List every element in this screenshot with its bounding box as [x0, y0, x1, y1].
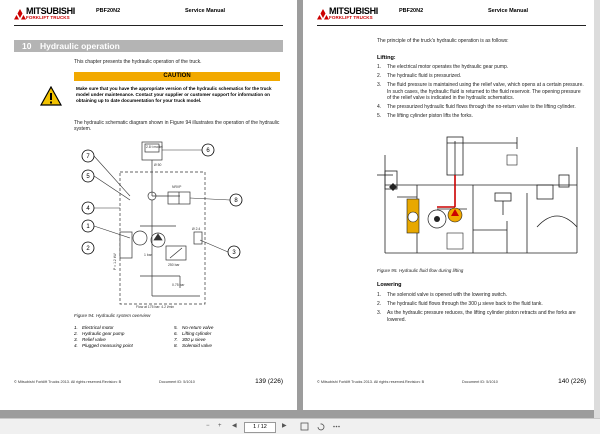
footer-revision: Revision: B: [102, 380, 122, 384]
lifting-heading: Lifting:: [377, 55, 396, 61]
callout-8: 8: [234, 198, 238, 204]
label-250bar: 250 bar: [168, 263, 180, 267]
legend-list: [74, 325, 284, 349]
label-d50: Ø 50: [154, 163, 162, 167]
rotate-icon[interactable]: [316, 422, 325, 431]
page-number-input[interactable]: 1 / 12: [244, 422, 276, 433]
page-header: [0, 0, 297, 34]
list-item: 1. The solenoid valve is opened with the lowering switch.: [377, 292, 508, 298]
list-item: 3. The fluid pressure is maintained using the relief valve, which opens at a certain pressure. In such cases, the hydraulic fluid is returned to the fluid reservoir. The opening pressure of the relief valve is indicated in the hydraulic schematics.: [377, 82, 584, 101]
hydraulic-schematic-diagram: [80, 136, 252, 314]
footer-copyright: © Mitsubishi Forklift Trucks 2013. All rights reserved.: [317, 380, 406, 384]
list-item: 1. Electrical motor 5. No-return valve: [74, 325, 214, 330]
label-075bar: 0.75 bar: [172, 283, 185, 287]
warning-triangle-icon: [40, 86, 62, 106]
footer-document-id: Document ID: 5/1010: [462, 380, 498, 384]
label-motor: P = 1.2 kW: [113, 253, 117, 270]
caution-label: CAUTION: [163, 73, 191, 79]
callout-7: 7: [86, 154, 90, 160]
list-item: 3. As the hydraulic pressure reduces, the lifting cylinder piston retracts and the forks are lowered.: [377, 310, 576, 323]
caution-text: Make sure that you have the appropriate version of the hydraulic schematics for the truck model under maintenance. Contact your supplier or customer support for information on obtaining up to date documentation for your truck model.: [76, 86, 272, 103]
logo-subtext: FORKLIFT TRUCKS: [26, 15, 70, 20]
header-manual: Service Manual: [185, 8, 226, 14]
callout-6: 6: [206, 148, 210, 154]
label-d24: Ø 2.4: [192, 227, 201, 231]
right-page: [303, 0, 600, 410]
viewer-toolbar: [0, 418, 600, 434]
lowering-list: [377, 292, 585, 326]
header-manual: Service Manual: [488, 8, 529, 14]
caution-banner: [74, 72, 280, 81]
more-options-icon[interactable]: [332, 422, 341, 431]
zoom-out-button[interactable]: −: [206, 423, 210, 429]
list-item: 5. The lifting cylinder piston lifts the forks.: [377, 113, 473, 120]
logo-subtext: FORKLIFT TRUCKS: [329, 15, 373, 20]
schematic-intro: The hydraulic schematic diagram shown in Figure 94 illustrates the operation of the hydraulic system.: [74, 120, 280, 133]
list-item: 2. The hydraulic fluid is pressurized.: [377, 73, 462, 80]
prev-page-button[interactable]: ◀: [232, 423, 237, 429]
callout-5: 5: [86, 174, 90, 180]
footer-page-number: 139 (226): [255, 378, 283, 385]
label-1bar: 1 bar: [144, 253, 152, 257]
list-item: 2. The hydraulic fluid flows through the 300 µ sieve back to the fluid tank.: [377, 301, 543, 308]
footer-document-id: Document ID: 5/1010: [159, 380, 195, 384]
lifting-list: [377, 64, 585, 122]
section-number: 10: [22, 41, 32, 51]
fit-page-icon[interactable]: [300, 422, 309, 431]
intro-text: This chapter presents the hydraulic operation of the truck.: [74, 59, 202, 65]
zoom-in-button[interactable]: +: [218, 423, 222, 429]
list-item: 4. Plugged measuring point 8. Solenoid valve: [74, 342, 212, 348]
logo-text: MITSUBISHI: [329, 6, 379, 16]
next-page-button[interactable]: ▶: [282, 423, 287, 429]
header-model: PBF20N2: [399, 8, 424, 14]
header-model: PBF20N2: [96, 8, 121, 14]
label-box: 2.8 t model: [146, 145, 163, 149]
lifting-flow-diagram: [377, 135, 582, 260]
callout-1: 1: [86, 224, 90, 230]
figure-94-caption: Figure 94. Hydraulic system overview: [74, 313, 151, 318]
header-rule: [14, 25, 283, 26]
callout-2: 2: [86, 246, 90, 252]
left-page: [0, 0, 297, 410]
footer-copyright: © Mitsubishi Forklift Trucks 2013. All rights reserved.: [14, 380, 103, 384]
figure-95-caption: Figure 95. Hydraulic fluid flow during lifting: [377, 268, 464, 273]
list-item: 1. The electrical motor operates the hydraulic gear pump.: [377, 64, 509, 70]
footer-page-number: 140 (226): [558, 378, 586, 385]
principle-text: The principle of the truck's hydraulic operation is as follows:: [377, 38, 509, 44]
footer-revision: Revision: B: [405, 380, 425, 384]
callout-3: 3: [232, 250, 236, 256]
list-item: 4. The pressurized hydraulic fluid flows through the no-return valve to the lifting cylinder.: [377, 104, 576, 111]
logo-text: MITSUBISHI: [26, 6, 76, 16]
vertical-scrollbar[interactable]: [594, 0, 600, 418]
section-title: Hydraulic operation: [40, 41, 120, 51]
lowering-heading: Lowering: [377, 282, 402, 288]
list-item: 3. Relief valve 7. 300 µ sieve: [74, 336, 206, 342]
callout-4: 4: [86, 206, 90, 212]
label-flow: Flow at 175 bar: 4.2 l/min: [136, 305, 175, 309]
header-rule: [317, 25, 586, 26]
section-title-bar: [14, 40, 283, 52]
list-item: 2. Hydraulic gear pump 6. Lifting cylinder: [74, 330, 212, 336]
page-header: [303, 0, 600, 34]
label-nrvp: NRVP: [172, 185, 182, 189]
